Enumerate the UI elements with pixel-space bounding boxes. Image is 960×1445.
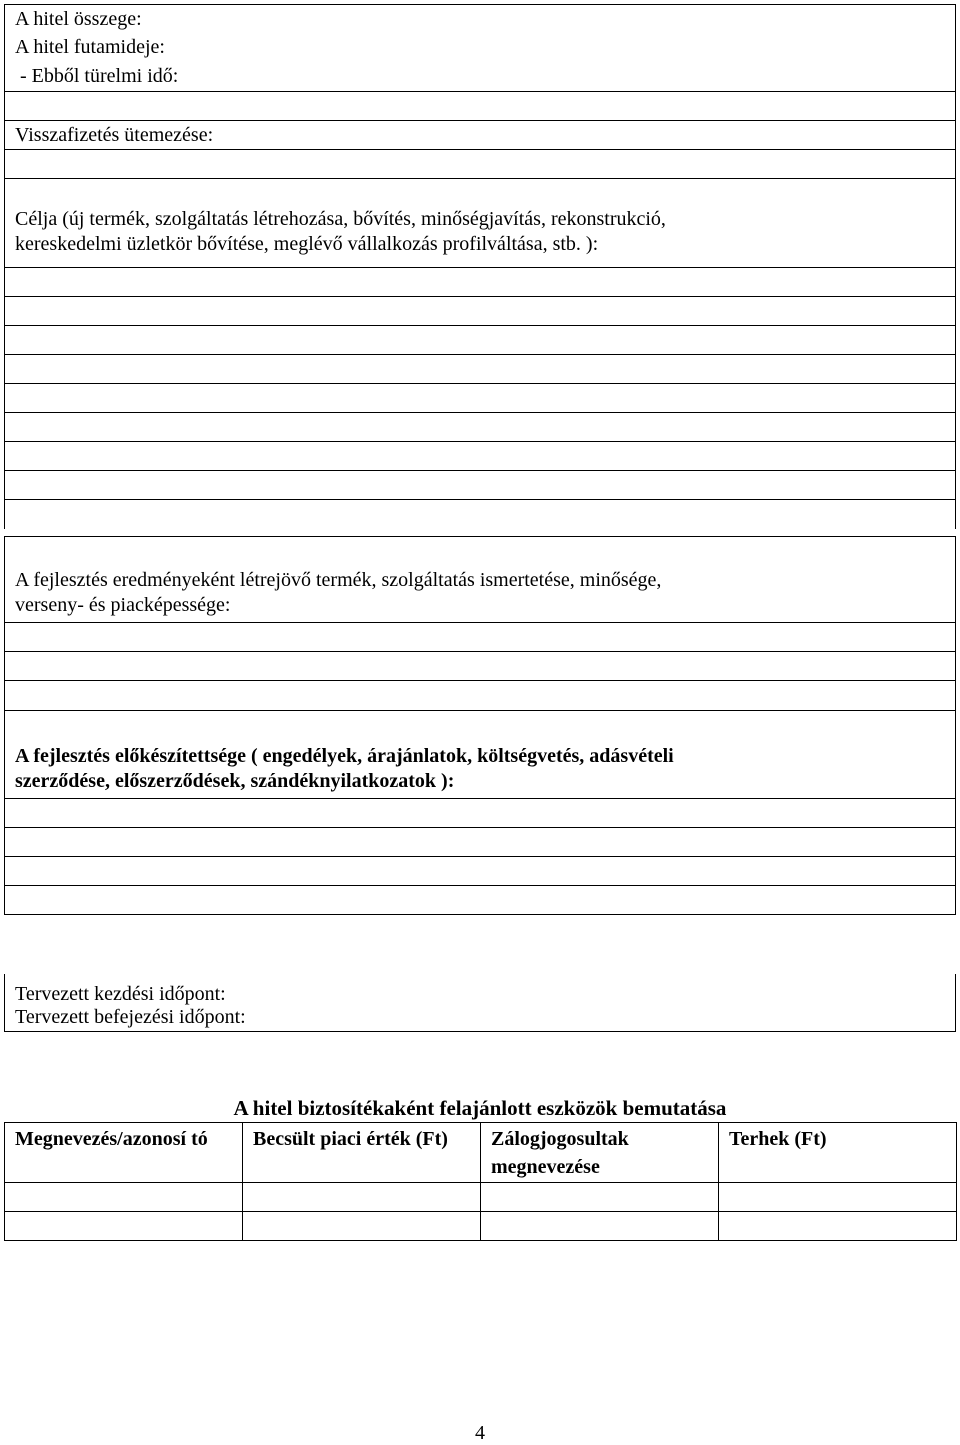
repayment-empty-row[interactable] bbox=[5, 149, 955, 178]
table-cell[interactable] bbox=[5, 1183, 243, 1212]
purpose-empty-row[interactable] bbox=[5, 383, 955, 412]
table-row bbox=[5, 1183, 957, 1212]
table-row bbox=[5, 1212, 957, 1241]
page-number: 4 bbox=[475, 1422, 485, 1444]
collateral-title: A hitel biztosítékaként felajánlott eszközök bemutatása bbox=[4, 1093, 956, 1123]
preparation-label-cell bbox=[5, 710, 955, 798]
product-empty-row[interactable] bbox=[5, 622, 955, 651]
preparation-empty-row[interactable] bbox=[5, 885, 955, 915]
collateral-header-row bbox=[5, 1123, 957, 1183]
column-header-encumbrances: Terhek (Ft) bbox=[719, 1123, 957, 1183]
planned-end-label: Tervezett befejezési időpont: bbox=[15, 1006, 246, 1028]
preparation-empty-row[interactable] bbox=[5, 856, 955, 885]
column-header-name-id: Megnevezés/azonosí tó bbox=[5, 1123, 243, 1183]
purpose-label-line1: Célja (új termék, szolgáltatás létrehozása, bővítés, minőségjavítás, rekonstrukció, bbox=[15, 208, 666, 230]
product-label-line1: A fejlesztés eredményeként létrejövő termék, szolgáltatás ismertetése, minősége, bbox=[15, 569, 662, 591]
purpose-label-cell bbox=[5, 178, 955, 267]
purpose-empty-row[interactable] bbox=[5, 354, 955, 383]
preparation-section bbox=[4, 710, 956, 915]
product-label-line2: verseny- és piacképessége: bbox=[15, 594, 231, 616]
purpose-empty-row[interactable] bbox=[5, 325, 955, 354]
purpose-section bbox=[4, 178, 956, 529]
repayment-schedule-label: Visszafizetés ütemezése: bbox=[5, 120, 955, 149]
preparation-empty-row[interactable] bbox=[5, 827, 955, 856]
column-header-market-value: Becsült piaci érték (Ft) bbox=[243, 1123, 481, 1183]
loan-info-section bbox=[4, 4, 956, 178]
collateral-title-bar bbox=[4, 1093, 956, 1123]
schedule-section bbox=[4, 974, 956, 1032]
preparation-empty-row[interactable] bbox=[5, 798, 955, 827]
table-cell[interactable] bbox=[481, 1183, 719, 1212]
grace-period-label: - Ebből türelmi idő: bbox=[15, 65, 179, 87]
planned-start-label: Tervezett kezdési időpont: bbox=[15, 983, 226, 1005]
table-cell[interactable] bbox=[719, 1212, 957, 1241]
purpose-empty-row[interactable] bbox=[5, 441, 955, 470]
purpose-label-line2: kereskedelmi üzletkör bővítése, meglévő vállalkozás profilváltása, stb. ): bbox=[15, 233, 599, 255]
loan-term-label: A hitel futamideje: bbox=[15, 36, 165, 58]
purpose-empty-row[interactable] bbox=[5, 412, 955, 441]
column-header-lien-holders: Zálogjogosultak megnevezése bbox=[481, 1123, 719, 1183]
table-cell[interactable] bbox=[481, 1212, 719, 1241]
table-cell[interactable] bbox=[243, 1183, 481, 1212]
product-section bbox=[4, 536, 956, 711]
purpose-empty-row[interactable] bbox=[5, 267, 955, 296]
product-empty-row[interactable] bbox=[5, 680, 955, 711]
table-cell[interactable] bbox=[5, 1212, 243, 1241]
preparation-label-line2: szerződése, előszerződések, szándéknyilatkozatok ): bbox=[15, 770, 455, 792]
product-label-cell bbox=[5, 536, 955, 622]
purpose-empty-row[interactable] bbox=[5, 470, 955, 499]
preparation-label-line1: A fejlesztés előkészítettsége ( engedélyek, árajánlatok, költségvetés, adásvételi bbox=[15, 745, 674, 767]
product-empty-row[interactable] bbox=[5, 651, 955, 680]
purpose-empty-row[interactable] bbox=[5, 296, 955, 325]
loan-amount-label: A hitel összege: bbox=[5, 4, 955, 33]
table-cell[interactable] bbox=[719, 1183, 957, 1212]
collateral-table bbox=[4, 1122, 957, 1241]
purpose-empty-row[interactable] bbox=[5, 499, 955, 529]
table-cell[interactable] bbox=[243, 1212, 481, 1241]
loan-empty-row[interactable] bbox=[5, 91, 955, 120]
